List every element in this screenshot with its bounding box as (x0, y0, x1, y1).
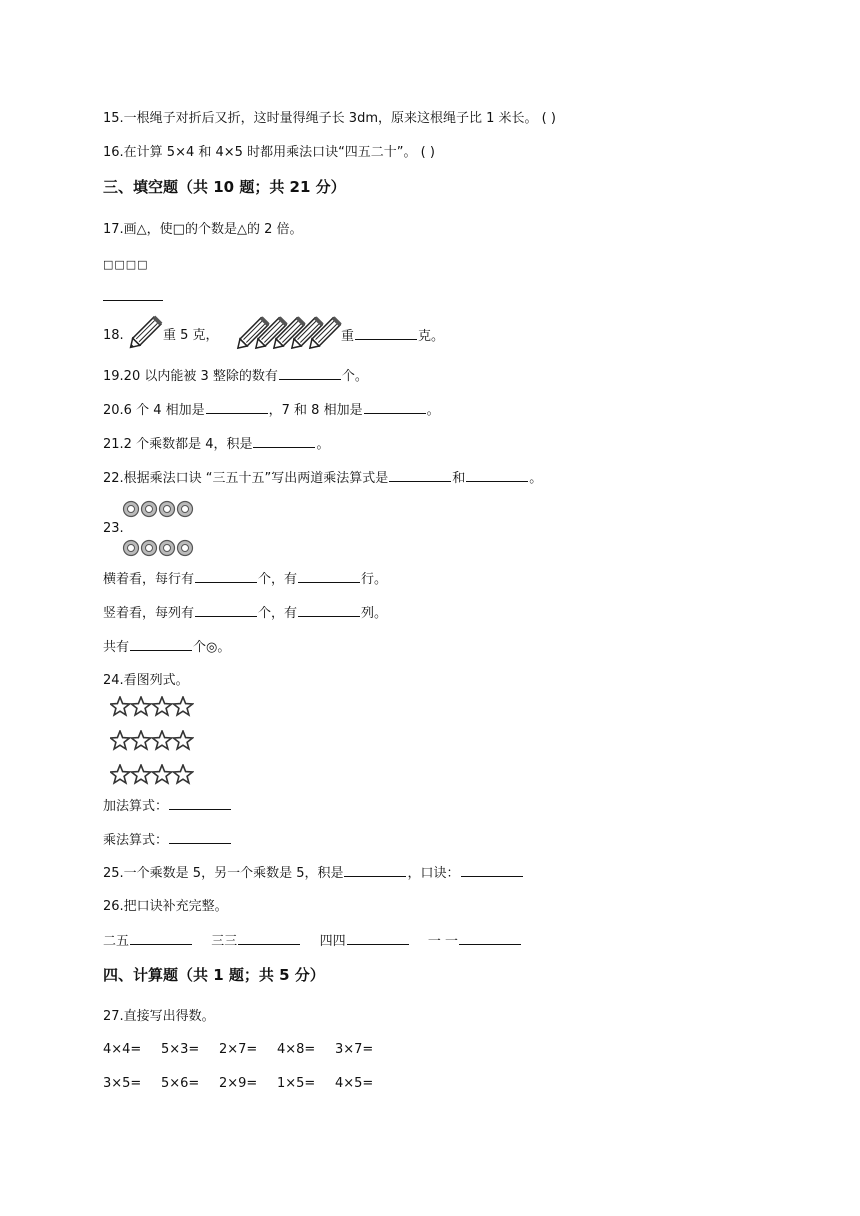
q26-blank-2[interactable] (238, 932, 300, 945)
q24-add-label: 加法算式： (103, 799, 169, 814)
q23-line-1 (103, 570, 387, 589)
q23-line-3 (103, 638, 230, 657)
q24-addition (103, 797, 232, 816)
q21-blank[interactable] (253, 435, 315, 448)
q17-answer-blank (103, 288, 163, 307)
q27-cell: 5×3= (161, 1042, 200, 1057)
star-row-3 (110, 764, 194, 786)
q23-l3-blank[interactable] (130, 638, 192, 651)
question-25 (103, 864, 524, 883)
q21-suffix: 。 (316, 437, 330, 452)
q27-title: 27.直接写出得数。 (103, 1009, 215, 1024)
q23-l2-b: 个，有 (258, 606, 298, 621)
q18-answer (341, 327, 444, 346)
q19-text: 19.20 以内能被 3 整除的数有 (103, 369, 278, 384)
q23-l1-blank-2[interactable] (298, 570, 360, 583)
q25-blank-2[interactable] (461, 864, 523, 877)
q27-cell: 4×8= (277, 1042, 316, 1057)
section-4-heading: 四、计算题（共 1 题；共 5 分） (103, 966, 325, 984)
question-22 (103, 469, 542, 488)
q24-title: 24.看图列式。 (103, 673, 189, 688)
question-21 (103, 435, 330, 454)
question-15: 15.一根绳子对折后又折，这时量得绳子长 3dm，原来这根绳子比 1 米长。 ( ) (103, 111, 556, 126)
q26-item-1: 二五 (103, 934, 130, 949)
q27-cell: 4×4= (103, 1042, 142, 1057)
q27-cell: 1×5= (277, 1076, 316, 1091)
q23-l2-blank-1[interactable] (195, 604, 257, 617)
star-row-1 (110, 696, 194, 718)
q18-unit: 克。 (418, 329, 445, 344)
q23-l1-b: 个，有 (258, 572, 298, 587)
q22-text-a: 22.根据乘法口诀 “三五十五”写出两道乘法算式是 (103, 471, 389, 486)
star-row-2 (110, 730, 194, 752)
q24-add-blank[interactable] (169, 797, 231, 810)
q24-mul-label: 乘法算式： (103, 833, 169, 848)
q27-cell: 2×7= (219, 1042, 258, 1057)
q27-cell: 5×6= (161, 1076, 200, 1091)
q22-text-b: 和 (452, 471, 466, 486)
q26-items (103, 932, 522, 951)
q25-blank-1[interactable] (344, 864, 406, 877)
section-3-heading: 三、填空题（共 10 题；共 21 分） (103, 178, 346, 196)
q26-item-4: 一 一 (427, 934, 459, 949)
q22-blank-1[interactable] (389, 469, 451, 482)
q26-blank-1[interactable] (130, 932, 192, 945)
q20-text-c: 。 (426, 403, 440, 418)
q22-blank-2[interactable] (466, 469, 528, 482)
q23-l1-c: 行。 (361, 572, 388, 587)
q18-weight-label: 重 (341, 329, 355, 344)
q27-cell: 2×9= (219, 1076, 258, 1091)
pencil-icon (123, 313, 165, 355)
question-18 (103, 327, 124, 345)
q19-suffix: 个。 (341, 369, 368, 384)
q27-row-1 (103, 1042, 393, 1057)
q26-blank-4[interactable] (459, 932, 521, 945)
question-20 (103, 401, 440, 420)
question-16: 16.在计算 5×4 和 4×5 时都用乘法口诀“四五二十”。 ( ) (103, 145, 435, 160)
q27-row-2 (103, 1076, 393, 1091)
q18-blank[interactable] (355, 327, 417, 340)
q19-blank[interactable] (279, 367, 341, 380)
double-circle-row-2 (122, 539, 194, 557)
q17-squares: □□□□ (103, 258, 149, 271)
q26-item-3: 四四 (319, 934, 346, 949)
q26-blank-3[interactable] (347, 932, 409, 945)
five-pencils-icon (232, 312, 342, 358)
q23-l3-a: 共有 (103, 640, 130, 655)
q27-cell: 3×5= (103, 1076, 142, 1091)
q27-cell: 3×7= (335, 1042, 374, 1057)
q25-text-a: 25.一个乘数是 5，另一个乘数是 5，积是 (103, 866, 344, 881)
q27-cell: 4×5= (335, 1076, 374, 1091)
q20-text-a: 20.6 个 4 相加是 (103, 403, 205, 418)
q23-l1-a: 横着看，每行有 (103, 572, 195, 587)
q24-multiplication (103, 831, 232, 850)
q22-text-c: 。 (529, 471, 543, 486)
question-19 (103, 367, 368, 386)
q23-line-2 (103, 604, 387, 623)
q23-l2-a: 竖着看，每列有 (103, 606, 195, 621)
q21-text: 21.2 个乘数都是 4，积是 (103, 437, 253, 452)
q23-l3-b: 个◎。 (193, 640, 231, 655)
q23-number: 23. (103, 521, 124, 536)
q20-blank-1[interactable] (206, 401, 268, 414)
q23-l2-c: 列。 (361, 606, 388, 621)
q20-text-b: ，7 和 8 相加是 (268, 403, 363, 418)
q20-blank-2[interactable] (364, 401, 426, 414)
q25-text-b: ，口诀： (407, 866, 460, 881)
q26-item-2: 三三 (211, 934, 238, 949)
q23-l1-blank-1[interactable] (195, 570, 257, 583)
q18-number: 18. (103, 328, 124, 343)
question-17: 17.画△，使□的个数是△的 2 倍。 (103, 222, 303, 237)
double-circle-row-1 (122, 500, 194, 518)
q23-l2-blank-2[interactable] (298, 604, 360, 617)
q26-title: 26.把口诀补充完整。 (103, 899, 228, 914)
q18-weight-text: 重 5 克， (163, 328, 219, 343)
q24-mul-blank[interactable] (169, 831, 231, 844)
